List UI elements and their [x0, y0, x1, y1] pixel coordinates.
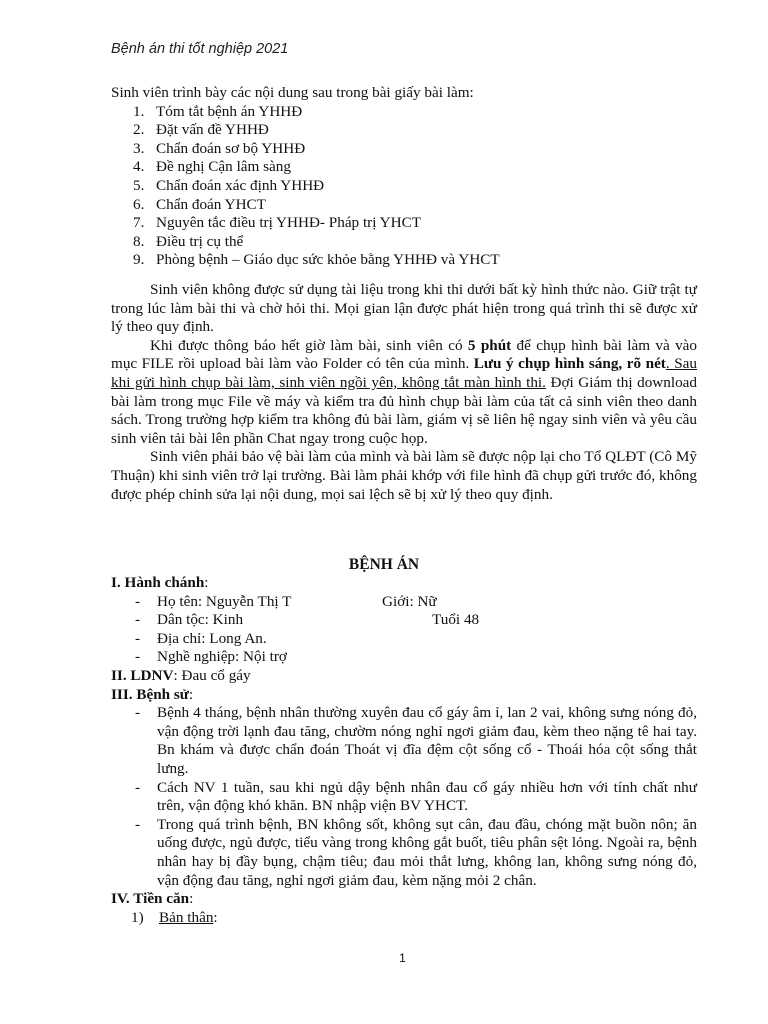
photo-note-emphasis: Lưu ý chụp hình sáng, rõ nét: [473, 355, 666, 373]
section-heading: IV. Tiền căn: [111, 890, 190, 908]
task-number: 3.: [133, 139, 145, 157]
subsection-label: Bản thân: [159, 908, 214, 926]
rule-paragraph-1: Sinh viên không được sử dụng tài liệu trong khi thi dưới bất kỳ hình thức nào. Giữ trật tự trong lúc làm bài thi và chờ hỏi thi. Mọi gian lận được phát hiện trong quá trình thi sẽ được xử lý theo quy định.: [111, 281, 697, 336]
patient-occupation: Nghề nghiệp: Nội trợ: [157, 648, 287, 666]
admission-reason: : Đau cổ gáy: [173, 666, 251, 684]
dash-bullet: -: [135, 778, 141, 796]
history-item: [111, 779, 697, 816]
history-text: Bệnh 4 tháng, bệnh nhân thường xuyên đau cổ gáy âm ỉ, lan 2 vai, không sưng nóng đỏ, vận động trời lạnh đau tăng, chườm nóng nghỉ ngơi giảm đau, kèm theo nặng tê hai tay. Bn khám và được chẩn đoán Thoát vị đĩa đệm cột sống cổ - Thoái hóa cột sống thắt lưng.: [157, 704, 697, 777]
task-number: 7.: [133, 214, 145, 232]
page-header: Bệnh án thi tốt nghiệp 2021: [111, 41, 289, 57]
section-heading: III. Bệnh sử: [111, 685, 189, 703]
rule-paragraph-3: Sinh viên phải bảo vệ bài làm của mình và bài làm sẽ được nộp lại cho Tổ QLĐT (Cô Mỹ Thuận) khi sinh viên trở lại trường. Bài làm phải khớp với file hình đã chụp gửi trước đó, không được phép chỉnh sửa lại nội dung, mọi sai lệch sẽ bị xử lý theo quy định.: [111, 448, 697, 503]
patient-name: Họ tên: Nguyễn Thị T: [157, 592, 292, 610]
task-number: 9.: [133, 251, 145, 269]
task-item: [133, 121, 697, 140]
field-row: [111, 630, 697, 649]
task-list: [111, 103, 697, 270]
task-text: Phòng bệnh – Giáo dục sức khỏe bằng YHHĐ và YHCT: [156, 251, 500, 269]
colon: :: [188, 685, 194, 703]
section-heading: I. Hành chánh: [111, 574, 205, 591]
task-text: Đặt vấn đề YHHĐ: [156, 121, 269, 139]
colon: :: [213, 908, 218, 926]
task-text: Chẩn đoán YHCT: [156, 195, 266, 213]
dash-bullet: -: [135, 611, 141, 629]
task-item: [133, 158, 697, 177]
rule-text: để chụp hình bài làm và vào mục FILE rồi upload bài làm vào Folder có tên của mình.: [111, 336, 697, 373]
rule-text: Đợi Giám thị download bài làm trong mục File về máy và kiểm tra đủ hình chụp bài làm của tất cả sinh viên theo danh sách. Trong trường hợp kiểm tra không đủ bài làm, giám vị sẽ liên hệ ngay sinh viên và yêu cầu sinh viên tải bài lên phần Chat ngay trong cuộc họp.: [111, 373, 698, 447]
task-item: [133, 251, 697, 270]
task-item: [133, 177, 697, 196]
patient-age: Tuổi 48: [432, 611, 480, 629]
dash-bullet: -: [135, 648, 141, 666]
task-number: 8.: [133, 232, 145, 250]
section-history-heading: [111, 686, 697, 705]
field-row: [111, 593, 697, 612]
task-text: Chẩn đoán xác định YHHĐ: [156, 176, 325, 194]
task-number: 1.: [133, 102, 145, 120]
instructions-lead: Sinh viên trình bày các nội dung sau trong bài giấy bài làm:: [111, 84, 474, 101]
history-item: [111, 704, 697, 778]
task-item: [133, 140, 697, 159]
dash-bullet: -: [135, 815, 141, 833]
underlined-instruction: . Sau khi gửi hình chụp bài làm, sinh viên ngồi yên, không tắt màn hình thi.: [111, 355, 697, 391]
task-number: 5.: [133, 176, 145, 194]
case-section: [111, 574, 697, 927]
instructions-section: [111, 84, 697, 270]
section-heading: II. LDNV: [111, 666, 174, 684]
history-text: Trong quá trình bệnh, BN không sốt, không sụt cân, đau đầu, chóng mặt buồn nôn; ăn uống được, ngủ được, tiểu vàng trong không gắt buốt, tiêu phân sệt lỏng. Ngoài ra, bệnh nhân hay bị đầy bụng, chậm tiêu; đau mỏi thắt lưng, không lan, không sưng nóng đỏ, vận động đau tăng, nghỉ ngơi giảm đau, kèm nặng mỏi 2 chân.: [157, 815, 697, 889]
field-row: [111, 611, 697, 630]
patient-gender: Giới: Nữ: [382, 592, 437, 610]
task-item: [133, 103, 697, 122]
task-item: [133, 214, 697, 233]
task-number: 6.: [133, 195, 145, 213]
task-text: Điều trị cụ thể: [156, 232, 244, 250]
colon: :: [204, 574, 209, 591]
task-item: [133, 196, 697, 215]
task-text: Đề nghị Cận lâm sàng: [156, 158, 291, 176]
section-admin-heading: [111, 574, 697, 593]
task-item: [133, 233, 697, 252]
patient-ethnicity: Dân tộc: Kinh: [157, 611, 244, 629]
subsection-number: 1): [131, 908, 144, 926]
case-title: BỆNH ÁN: [348, 556, 420, 573]
exam-rules-section: [111, 281, 697, 504]
history-item: [111, 816, 697, 890]
dash-bullet: -: [135, 629, 141, 647]
dash-bullet: -: [135, 592, 141, 610]
rule-text: Khi được thông báo hết giờ làm bài, sinh viên có: [150, 336, 468, 354]
field-row: [111, 648, 697, 667]
subsection-personal: [111, 909, 697, 928]
task-text: Nguyên tắc điều trị YHHĐ- Pháp trị YHCT: [156, 214, 422, 232]
task-number: 4.: [133, 158, 145, 176]
section-reason-heading: [111, 667, 697, 686]
task-text: Chẩn đoán sơ bộ YHHĐ: [156, 139, 306, 157]
section-past-history-heading: [111, 890, 697, 909]
time-limit-emphasis: 5 phút: [467, 336, 512, 354]
rule-paragraph-2: [111, 337, 697, 449]
dash-bullet: -: [135, 704, 141, 722]
patient-address: Địa chỉ: Long An.: [157, 629, 267, 647]
task-number: 2.: [133, 121, 145, 139]
page-number: 1: [399, 951, 406, 965]
task-text: Tóm tắt bệnh án YHHĐ: [156, 102, 303, 120]
history-text: Cách NV 1 tuần, sau khi ngủ dậy bệnh nhân đau cổ gáy nhiều hơn với tính chất như trên, vận động khó khăn. BN nhập viện BV YHCT.: [157, 778, 697, 815]
colon: :: [189, 890, 194, 908]
